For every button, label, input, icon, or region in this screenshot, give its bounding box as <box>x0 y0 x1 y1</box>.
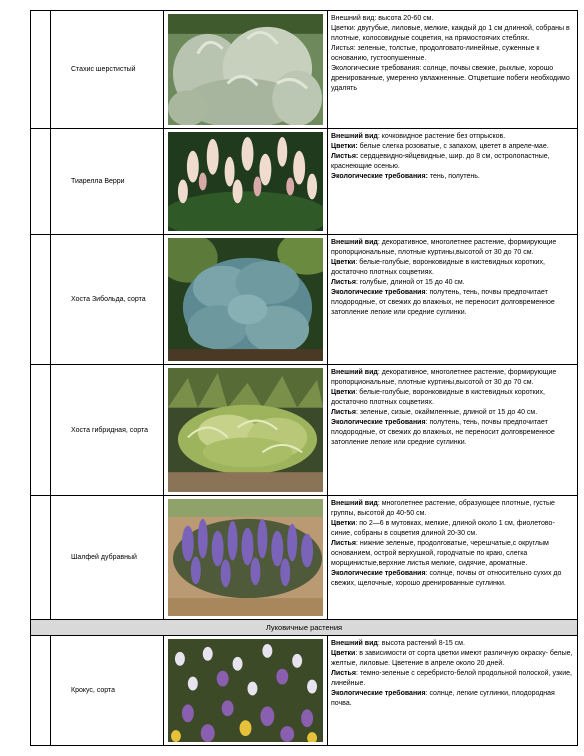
description-line: Листья: темно-зеленые с серебристо-белой продольной полоской, узкие, линейные. <box>331 670 572 687</box>
plant-name: Крокус, сорта <box>71 687 116 694</box>
plant-name: Тиарелла Верри <box>71 178 125 185</box>
section-header <box>30 620 578 636</box>
table-row <box>30 10 578 129</box>
plant-name-cell <box>51 365 164 495</box>
description-cell <box>328 129 577 234</box>
hosta-sieboldiana-photo <box>168 238 323 361</box>
table-row <box>30 129 578 235</box>
plant-name-cell <box>51 11 164 128</box>
description-line: Внешний вид: кочковидное растение без отпрысков. <box>331 133 506 140</box>
plant-name: Стахис шерстистый <box>71 66 136 73</box>
plant-name: Хоста Зибольда, сорта <box>71 296 146 303</box>
description-line: Листья: сердцевидно-яйцевидные, шир. до 8 см, остролопастные, краснеющие осенью. <box>331 153 550 170</box>
photo-cell <box>164 496 328 619</box>
plant-name-cell <box>51 235 164 364</box>
table-row <box>30 235 578 365</box>
number-cell <box>31 365 51 495</box>
description-line: Внешний вид: высота растений 8-15 см. <box>331 640 465 647</box>
number-cell <box>31 129 51 234</box>
number-cell <box>31 235 51 364</box>
plant-name: Хоста гибридная, сорта <box>71 426 148 434</box>
table-row <box>30 636 578 746</box>
plant-name-cell <box>51 496 164 619</box>
description-cell <box>328 365 577 495</box>
photo-cell <box>164 636 328 745</box>
description-line: Цветки: белые-голубые, воронковидные в кистевидных коротких, достаточно плотных соцветиях. <box>331 259 545 276</box>
description-line: Экологические требования: солнце, почвы свежие, рыхлые, хорошо дренированные, умеренно увлажненные. Отцветшие побеги необходимо удалять <box>331 65 570 92</box>
photo-cell <box>164 129 328 234</box>
description-line: Внешний вид: декоративное, многолетнее растение, формирующие пропорциональные, плотные куртины,высотой от 30 до 70 см. <box>331 369 557 386</box>
description-cell <box>328 11 577 128</box>
section-title: Луковичные растения <box>265 623 343 632</box>
lambs-ear-plant-photo <box>168 14 323 125</box>
description-line: Внешний вид: многолетнее растение, образующее плотные, густые группы, высотой до 40-50 см. <box>331 500 555 517</box>
description-line: Листья: нижние зеленые, продолговатые, черешчатые,с округлым основанием, острой верхушкой, городчатые по краю, слегка морщинистые,верхние листья мелкие, сидячие, ароматные. <box>331 540 549 567</box>
plant-table <box>30 10 578 746</box>
description-line: Цветки: белые слегка розоватые, с запахом, цветет в апреле-мае. <box>331 143 549 150</box>
photo-cell <box>164 365 328 495</box>
description-line: Листья: голубые, длиной от 15 до 40 см. <box>331 279 465 286</box>
plant-name-cell <box>51 636 164 745</box>
number-cell <box>31 11 51 128</box>
salvia-nemorosa-photo <box>168 499 323 616</box>
plant-name: Шалфей дубравный <box>71 554 137 561</box>
description-line: Листья: зеленые, сизые, окаймленные, длиной от 15 до 40 см. <box>331 409 538 416</box>
description-line: Экологические требования: тень, полутень. <box>331 173 480 180</box>
description-line: Листья: зеленые, толстые, продолговато-линейные, суженные к основанию, густоопушенные. <box>331 45 540 62</box>
description-line: Цветки: по 2—6 в мутовках, мелкие, длиной около 1 см, фиолетово-синие, собраны в соцветия длиной 20-30 см. <box>331 520 555 537</box>
hosta-hybrid-photo <box>168 368 323 492</box>
description-line: Цветки: двугубые, лиловые, мелкие, каждый до 1 см длинной, собраны в плотные, колосовидные соцветия, на прямостоячих стеблях. <box>331 25 570 42</box>
crocus-plant-photo <box>168 639 323 742</box>
description-line: Внешний вид: высота 20-60 см. <box>331 15 434 22</box>
table-row <box>30 365 578 496</box>
table-row <box>30 496 578 620</box>
description-line: Внешний вид: декоративное, многолетнее растение, формирующие пропорциональные, плотные куртины,высотой от 30 до 70 см. <box>331 239 557 256</box>
description-line: Цветки: белые-голубые, воронковидные в кистевидных коротких, достаточно плотных соцветиях. <box>331 389 545 406</box>
description-cell <box>328 636 577 745</box>
photo-cell <box>164 11 328 128</box>
description-cell <box>328 496 577 619</box>
description-line: Экологические требования: солнце, легкие суглинки, плодородная почва. <box>331 690 555 707</box>
number-cell <box>31 496 51 619</box>
description-line: Экологические требования: полутень, тень, почвы предпочитает плодородные, от свежих до влажных, не переносит долговременное затопление легкие или средние суглинки. <box>331 289 555 316</box>
description-cell <box>328 235 577 364</box>
number-cell <box>31 636 51 745</box>
plant-name-cell <box>51 129 164 234</box>
description-line: Экологические требования: солнце, почвы от относительно сухих до свежих, щелочные, хорошо дренированные суглинки. <box>331 570 562 587</box>
photo-cell <box>164 235 328 364</box>
tiarella-plant-photo <box>168 132 323 231</box>
description-line: Экологические требования: полутень, тень, почвы предпочитает плодородные, от свежих до влажных, не переносит долговременное затопление легкие или средние суглинки. <box>331 419 555 446</box>
description-line: Цветки: в зависимости от сорта цветки имеют различную окраску- белые, желтые, лиловые. Цветение в апреле около 20 дней. <box>331 650 573 667</box>
